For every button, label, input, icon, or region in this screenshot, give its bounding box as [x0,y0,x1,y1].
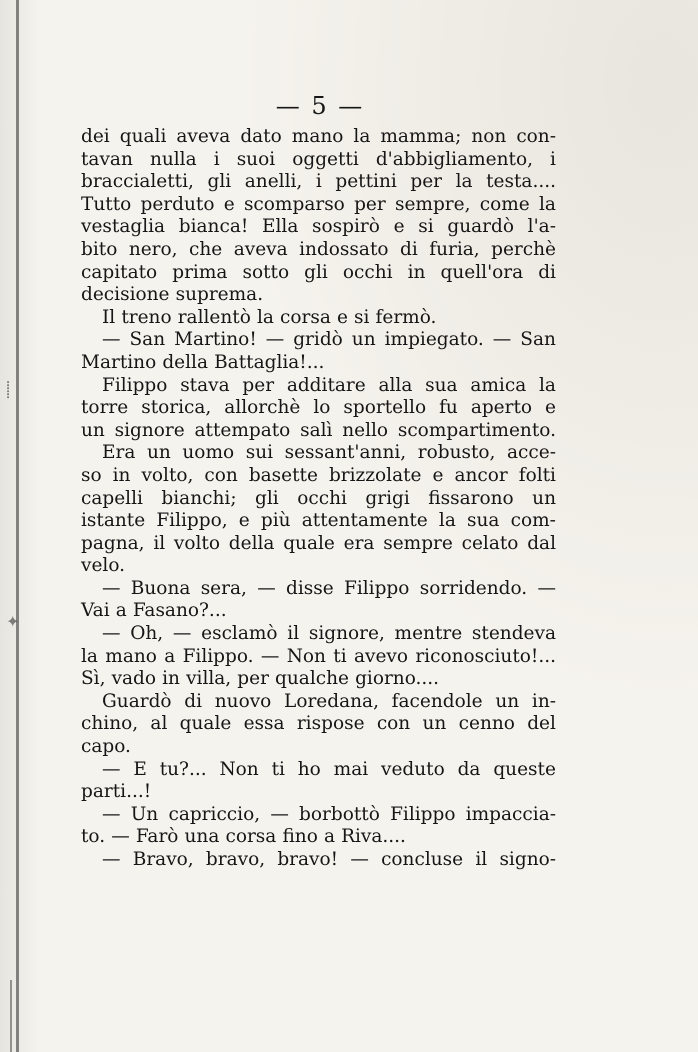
text-line: Guardò di nuovo Loredana, facendole un in- [102,690,556,712]
text-line: to. — Farò una corsa fino a Riva.... [81,826,406,848]
text-line: la mano a Filippo. — Non ti avevo riconosciuto!... [81,645,556,667]
text-line: — San Martino! — gridò un impiegato. — San [102,329,556,351]
text-line: un signore attempato salì nello scompartimento. [81,419,556,441]
text-line: capitato prima sotto gli occhi in quell'ora di [81,261,556,283]
text-line: Vai a Fasano?... [81,600,227,622]
text-line: tavan nulla i suoi oggetti d'abbigliamento, i [81,148,556,170]
binding-edge-lower [10,980,12,1052]
text-line: capo. [81,736,131,758]
text-line: velo. [81,555,126,577]
text-line: chino, al quale essa rispose con un cenno del [81,713,556,735]
text-line: dei quali aveva dato mano la mamma; non con- [81,126,556,147]
text-line: bito nero, che aveva indossato di furia, perchè [81,238,556,260]
text-line: Il treno rallentò la corsa e si fermò. [102,306,437,328]
text-line: parti...! [81,781,152,803]
text-line: — Buona sera, — disse Filippo sorridendo. — [102,577,556,599]
text-line: torre storica, allorchè lo sportello fu aperto e [81,397,556,419]
text-line: — E tu?... Non ti ho mai veduto da queste [102,758,556,780]
text-line: pagna, il volto della quale era sempre celato dal [81,532,556,554]
text-line: — Bravo, bravo, bravo! — concluse il signo- [102,849,556,870]
body-text [81,126,556,872]
text-line: Martino della Battaglia!... [81,351,325,373]
text-line: — Oh, — esclamò il signore, mentre stendeva [102,623,556,645]
text-line: istante Filippo, e più attentamente la sua com- [81,510,556,532]
text-line: decisione suprema. [81,284,264,306]
binding-edge [16,0,19,1052]
text-line: Sì, vado in villa, per qualche giorno.... [81,668,440,690]
text-line: capelli bianchi; gli occhi grigi fissarono un [81,487,556,509]
text-line: vestaglia bianca! Ella sospirò e si guardò l'a- [81,216,556,238]
text-line: Era un uomo sui sessant'anni, robusto, acce- [102,442,556,464]
text-line: Filippo stava per additare alla sua amica la [102,374,556,396]
margin-smudge-icon: ⸽ [6,380,11,399]
margin-smudge-icon: ✦ [6,612,20,631]
text-line: Tutto perduto e scomparso per sempre, come la [81,193,556,215]
text-line: — Un capriccio, — borbottò Filippo impaccia- [102,803,556,825]
text-line: braccialetti, gli anelli, i pettini per la testa.... [81,171,556,193]
page-number: — 5 — [275,92,365,120]
text-line: so in volto, con basette brizzolate e ancor folti [81,464,556,486]
